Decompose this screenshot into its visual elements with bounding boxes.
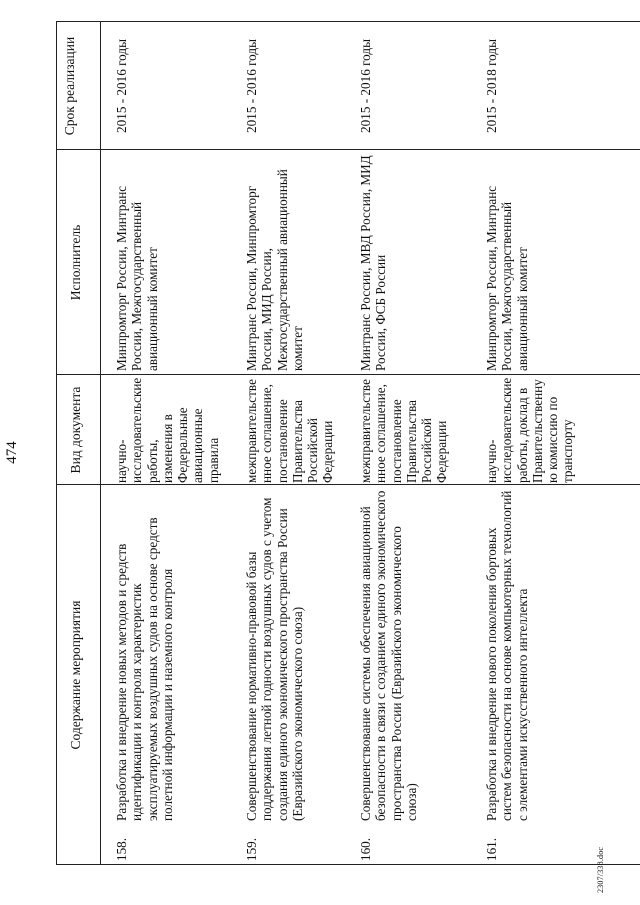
header-doc-type: Вид документа — [68, 386, 83, 474]
table-left-border — [56, 864, 640, 865]
document-id: 2307/338.doc — [596, 846, 605, 893]
row-term: 2015 - 2018 годы — [484, 39, 499, 133]
row-number: 160. — [358, 837, 373, 861]
table-top-border — [56, 22, 57, 97]
row-doc-type: научно-исследовательские работы, изменения в Федеральные авиационные правила — [114, 377, 221, 483]
row-executor: Минтранс России, МВД России, МИД России, ФСБ России — [358, 155, 389, 371]
table-right-border — [56, 21, 640, 22]
header-term: Срок реализации — [62, 36, 77, 136]
row-content: Разработка и внедрение нового поколения бортовых систем безопасности на основе компьютерных технологий с элементами искусственного интеллекта — [484, 490, 530, 821]
row-doc-type: научно-исследовательские работы, доклад в Правительственную комиссию по транспорту — [484, 377, 576, 483]
page-number: 474 — [4, 441, 20, 464]
row-content: Совершенствование нормативно-правовой базы поддержания летной годности воздушных судов с учетом создания единого экономического пространства России (Евразийского экономического союза) — [244, 497, 305, 821]
row-executor: Минпромторг России, Минтранс России, Межгосударственный авиационный комитет — [114, 185, 160, 371]
row-content: Совершенствование системы обеспечения авиационной безопасности в связи с созданием единого экономического пространства России (Евразийского экономического союза) — [358, 490, 419, 821]
row-number: 161. — [484, 837, 499, 861]
column-divider — [56, 149, 640, 150]
row-doc-type: межправительственное соглашение, постановление Правительства Российской Федерации — [358, 379, 450, 483]
row-executor: Минпромторг России, Минтранс России, Межгосударственный авиационный комитет — [484, 185, 530, 371]
table-top-border — [56, 97, 57, 865]
header-content: Содержание мероприятия — [68, 600, 83, 750]
column-divider — [56, 374, 640, 375]
row-term: 2015 - 2016 годы — [114, 39, 129, 133]
header-executor: Исполнитель — [68, 224, 83, 301]
row-doc-type: межправительственное соглашение, постановление Правительства Российской Федерации — [244, 379, 336, 483]
row-number: 159. — [244, 837, 259, 861]
column-divider — [56, 484, 640, 485]
row-number: 158. — [114, 837, 129, 861]
row-term: 2015 - 2016 годы — [358, 39, 373, 133]
row-term: 2015 - 2016 годы — [244, 39, 259, 133]
row-content: Разработка и внедрение новых методов и средств идентификации и контроля характеристик эксплуатируемых воздушных судов на основе средств полетной информации и наземного контроля — [114, 517, 175, 821]
row-executor: Минтранс России, Минпромторг России, МИД России, Межгосударственный авиационный комитет — [244, 169, 305, 371]
